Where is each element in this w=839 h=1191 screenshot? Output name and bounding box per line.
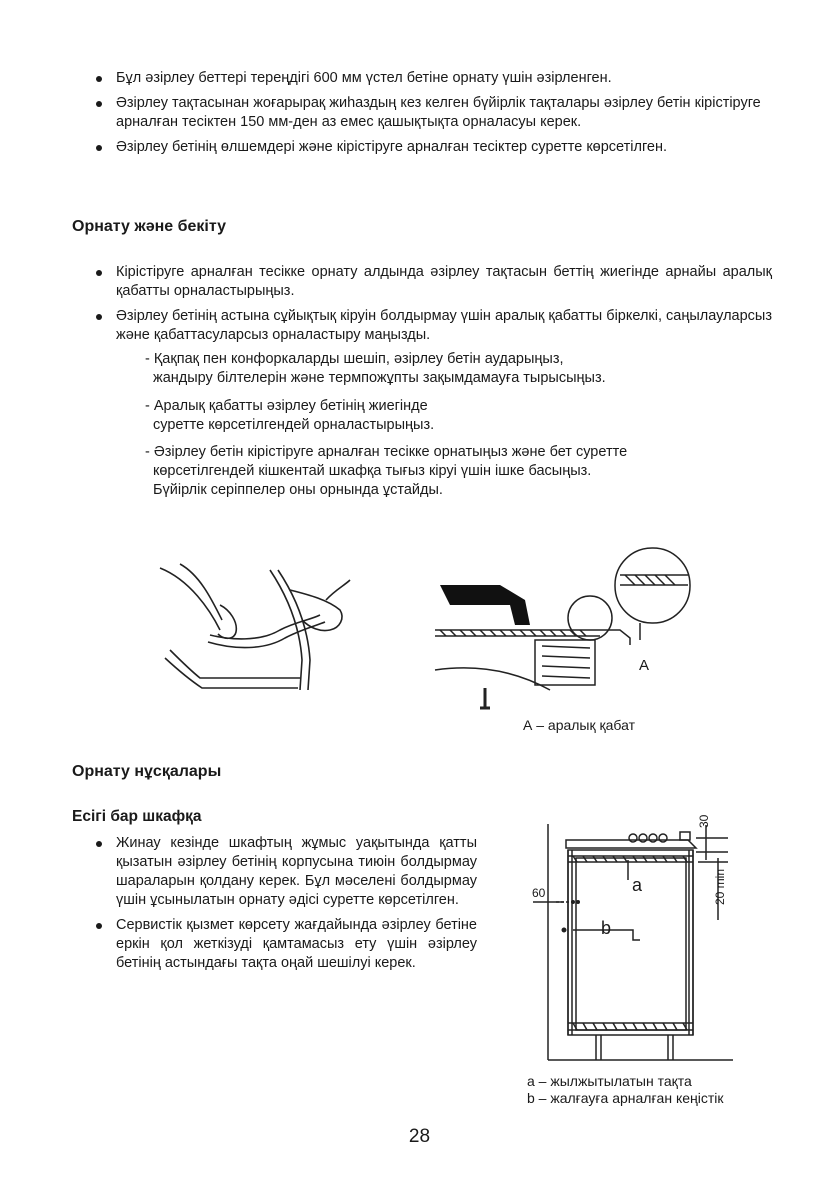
section-title-options: Орнату нұсқалары bbox=[72, 763, 222, 780]
installation-bullet: Әзірлеу бетінің астына сұйықтық кіруін болдырмау үшін аралық қабатты біркелкі, саңылауларсыз және қабаттасуларсыз орналастыру маңызды. bbox=[92, 307, 772, 345]
installation-step: - Қақпақ пен конфоркаларды шешіп, әзірлеу бетін аударыңыз, жандыру білтелерін және термпожұпты зақымдамауға тырысыңыз. bbox=[145, 351, 606, 386]
installation-step: - Аралық қабатты әзірлеу бетінің жиегінде суретте көрсетілгендей орналастырыңыз. bbox=[145, 398, 435, 433]
intro-bullet: Әзірлеу бетінің өлшемдері және кірістіруге арналған тесіктер суретте көрсетілген. bbox=[92, 138, 772, 157]
legend-item-a: a – жылжытылатын тақта bbox=[527, 1073, 692, 1089]
options-bullet: Сервистік қызмет көрсету жағдайында әзірлеу бетіне еркін қол жеткізуді қамтамасыз ету үшін әзірлеу бетінің астындағы тақта оңай шешілуі керек. bbox=[92, 916, 477, 973]
bullet-dot bbox=[96, 76, 102, 82]
intro-bullet: Әзірлеу тақтасынан жоғарырақ жиһаздың кез келген бүйірлік тақталары әзірлеу бетін кірістіруге арналған тесіктен 150 мм-ден аз емес қашықтықта орналасуы керек. bbox=[92, 94, 772, 132]
installation-step: - Әзірлеу бетін кірістіруге арналған тесікке орнатыңыз және бет суретте көрсетілгендей кішкентай шкафқа тығыз кіруі үшін ішке басыңыз. Бүйірлік серіппелер оны орнында ұстайды. bbox=[145, 444, 628, 498]
dimension-top: 30 bbox=[697, 814, 711, 828]
seal-figure-caption: А – аралық қабат bbox=[523, 717, 636, 733]
hands-seal-illustration bbox=[150, 560, 350, 700]
subsection-title-cabinet-door: Есігі бар шкафқа bbox=[72, 808, 202, 825]
section-title-installation: Орнату және бекіту bbox=[72, 218, 226, 235]
bullet-dot bbox=[96, 314, 102, 320]
bullet-dot bbox=[96, 101, 102, 107]
diagram-label-a: a bbox=[632, 875, 643, 895]
legend-item-b: b – жалғауға арналған кеңістік bbox=[527, 1090, 724, 1106]
bullet-dot bbox=[96, 270, 102, 276]
page-number: 28 bbox=[408, 1126, 431, 1147]
bullet-dot bbox=[96, 923, 102, 929]
bullet-dot bbox=[96, 841, 102, 847]
bullet-dot bbox=[96, 145, 102, 151]
cabinet-installation-diagram bbox=[528, 820, 743, 1070]
dimension-left: 60 bbox=[532, 886, 546, 900]
figure-label-a: A bbox=[639, 657, 650, 674]
options-bullet: Жинау кезінде шкафтың жұмыс уақытында қатты қызатын әзірлеу бетінің корпусына тиюін болдырмау шараларын қолдану керек. Бұл мәселені болдырмау үшін ұсынылатын орнату әдісі суретте көрсетілген. bbox=[92, 834, 477, 910]
diagram-label-b: b bbox=[601, 918, 612, 938]
seal-cross-section-diagram bbox=[430, 540, 700, 720]
installation-bullet: Кірістіруге арналған тесікке орнату алдында әзірлеу тақтасын беттің жиегінде арнайы аралық қабатты орналастырыңыз. bbox=[92, 263, 772, 301]
installation-bullet-list bbox=[92, 263, 772, 351]
dimension-side: 20 min bbox=[713, 868, 727, 905]
intro-bullet-list bbox=[92, 69, 772, 163]
intro-bullet: Бұл әзірлеу беттері тереңдігі 600 мм үстел бетіне орнату үшін әзірленген. bbox=[92, 69, 772, 88]
options-bullet-list bbox=[92, 834, 477, 979]
